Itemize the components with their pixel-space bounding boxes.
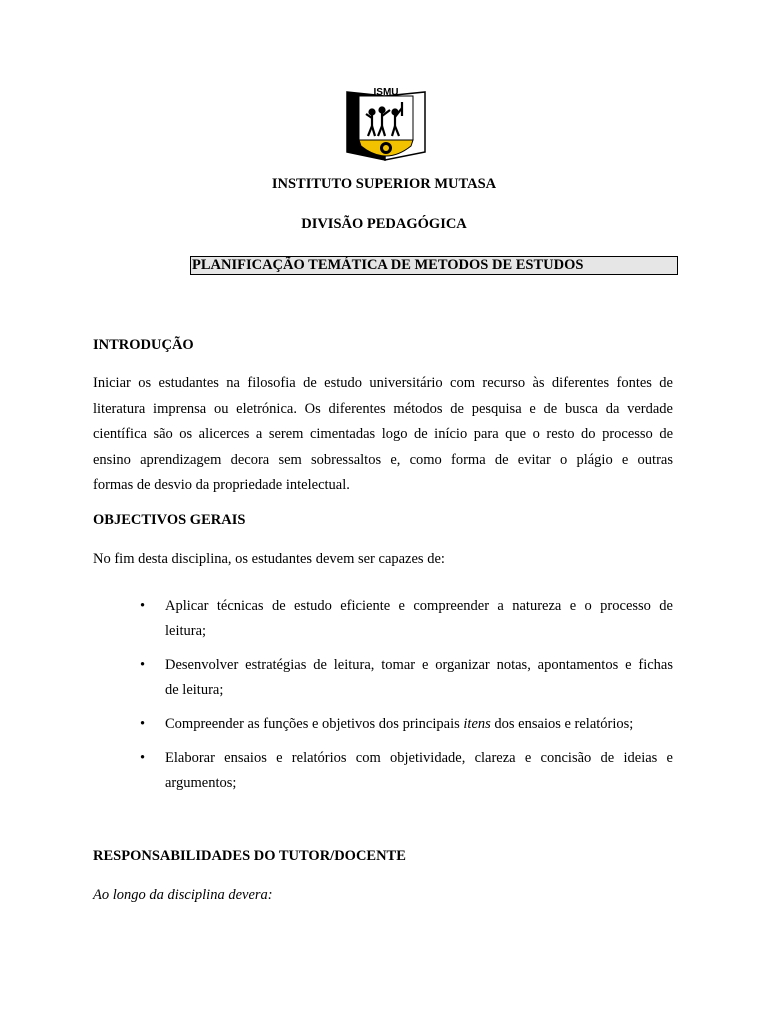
paragraph-line: literatura imprensa ou eletrónica. Os diferentes métodos de pesquisa e de busca da verdade [93,400,673,417]
bullet-icon: • [140,716,146,732]
list-item-line: de leitura; [165,682,224,698]
institution-name: INSTITUTO SUPERIOR MUTASA [271,176,497,192]
list-item-line: Desenvolver estratégias de leitura, tomar e organizar notas, apontamentos e fichas [165,657,673,673]
bullet-icon: • [140,750,146,766]
objectives-intro: No fim desta disciplina, os estudantes devem ser capazes de: [93,551,445,567]
logo-text: ISMU [373,87,399,98]
list-item-line [165,712,673,737]
list-item-text: dos ensaios e relatórios; [490,716,634,732]
introduction-heading: INTRODUÇÃO [93,337,194,353]
objectives-heading: OBJECTIVOS GERAIS [93,512,246,528]
list-item-line: leitura; [165,623,207,639]
paragraph-line: ensino aprendizagem decora sem sobressaltos e, como forma de evitar o plágio e outras [93,451,673,468]
document-title: PLANIFICAÇÃO TEMÁTICA DE METODOS DE ESTUDOS [190,256,678,275]
paragraph-line: formas de desvio da propriedade intelectual. [93,477,350,493]
list-item-line: argumentos; [165,775,237,791]
list-item-line: Elaborar ensaios e relatórios com objetividade, clareza e concisão de ideias e [165,750,673,766]
list-item-text: Compreender as funções e objetivos dos principais [165,716,464,732]
responsibilities-heading: RESPONSABILIDADES DO TUTOR/DOCENTE [93,848,406,864]
paragraph-line: científica são os alicerces a serem cimentadas logo de início para que o resto do processo de [93,426,673,442]
division-name: DIVISÃO PEDAGÓGICA [301,216,467,232]
paragraph-line: Iniciar os estudantes na filosofia de estudo universitário com recurso às diferentes fontes de [93,375,673,391]
list-item-line: Aplicar técnicas de estudo eficiente e compreender a natureza e o processo de [165,598,673,614]
bullet-icon: • [140,598,146,614]
responsibilities-intro: Ao longo da disciplina devera: [93,887,273,903]
ismu-logo [345,86,427,162]
list-item-emphasis: itens [463,716,491,732]
introduction-paragraph [93,371,673,499]
bullet-icon: • [140,657,146,673]
